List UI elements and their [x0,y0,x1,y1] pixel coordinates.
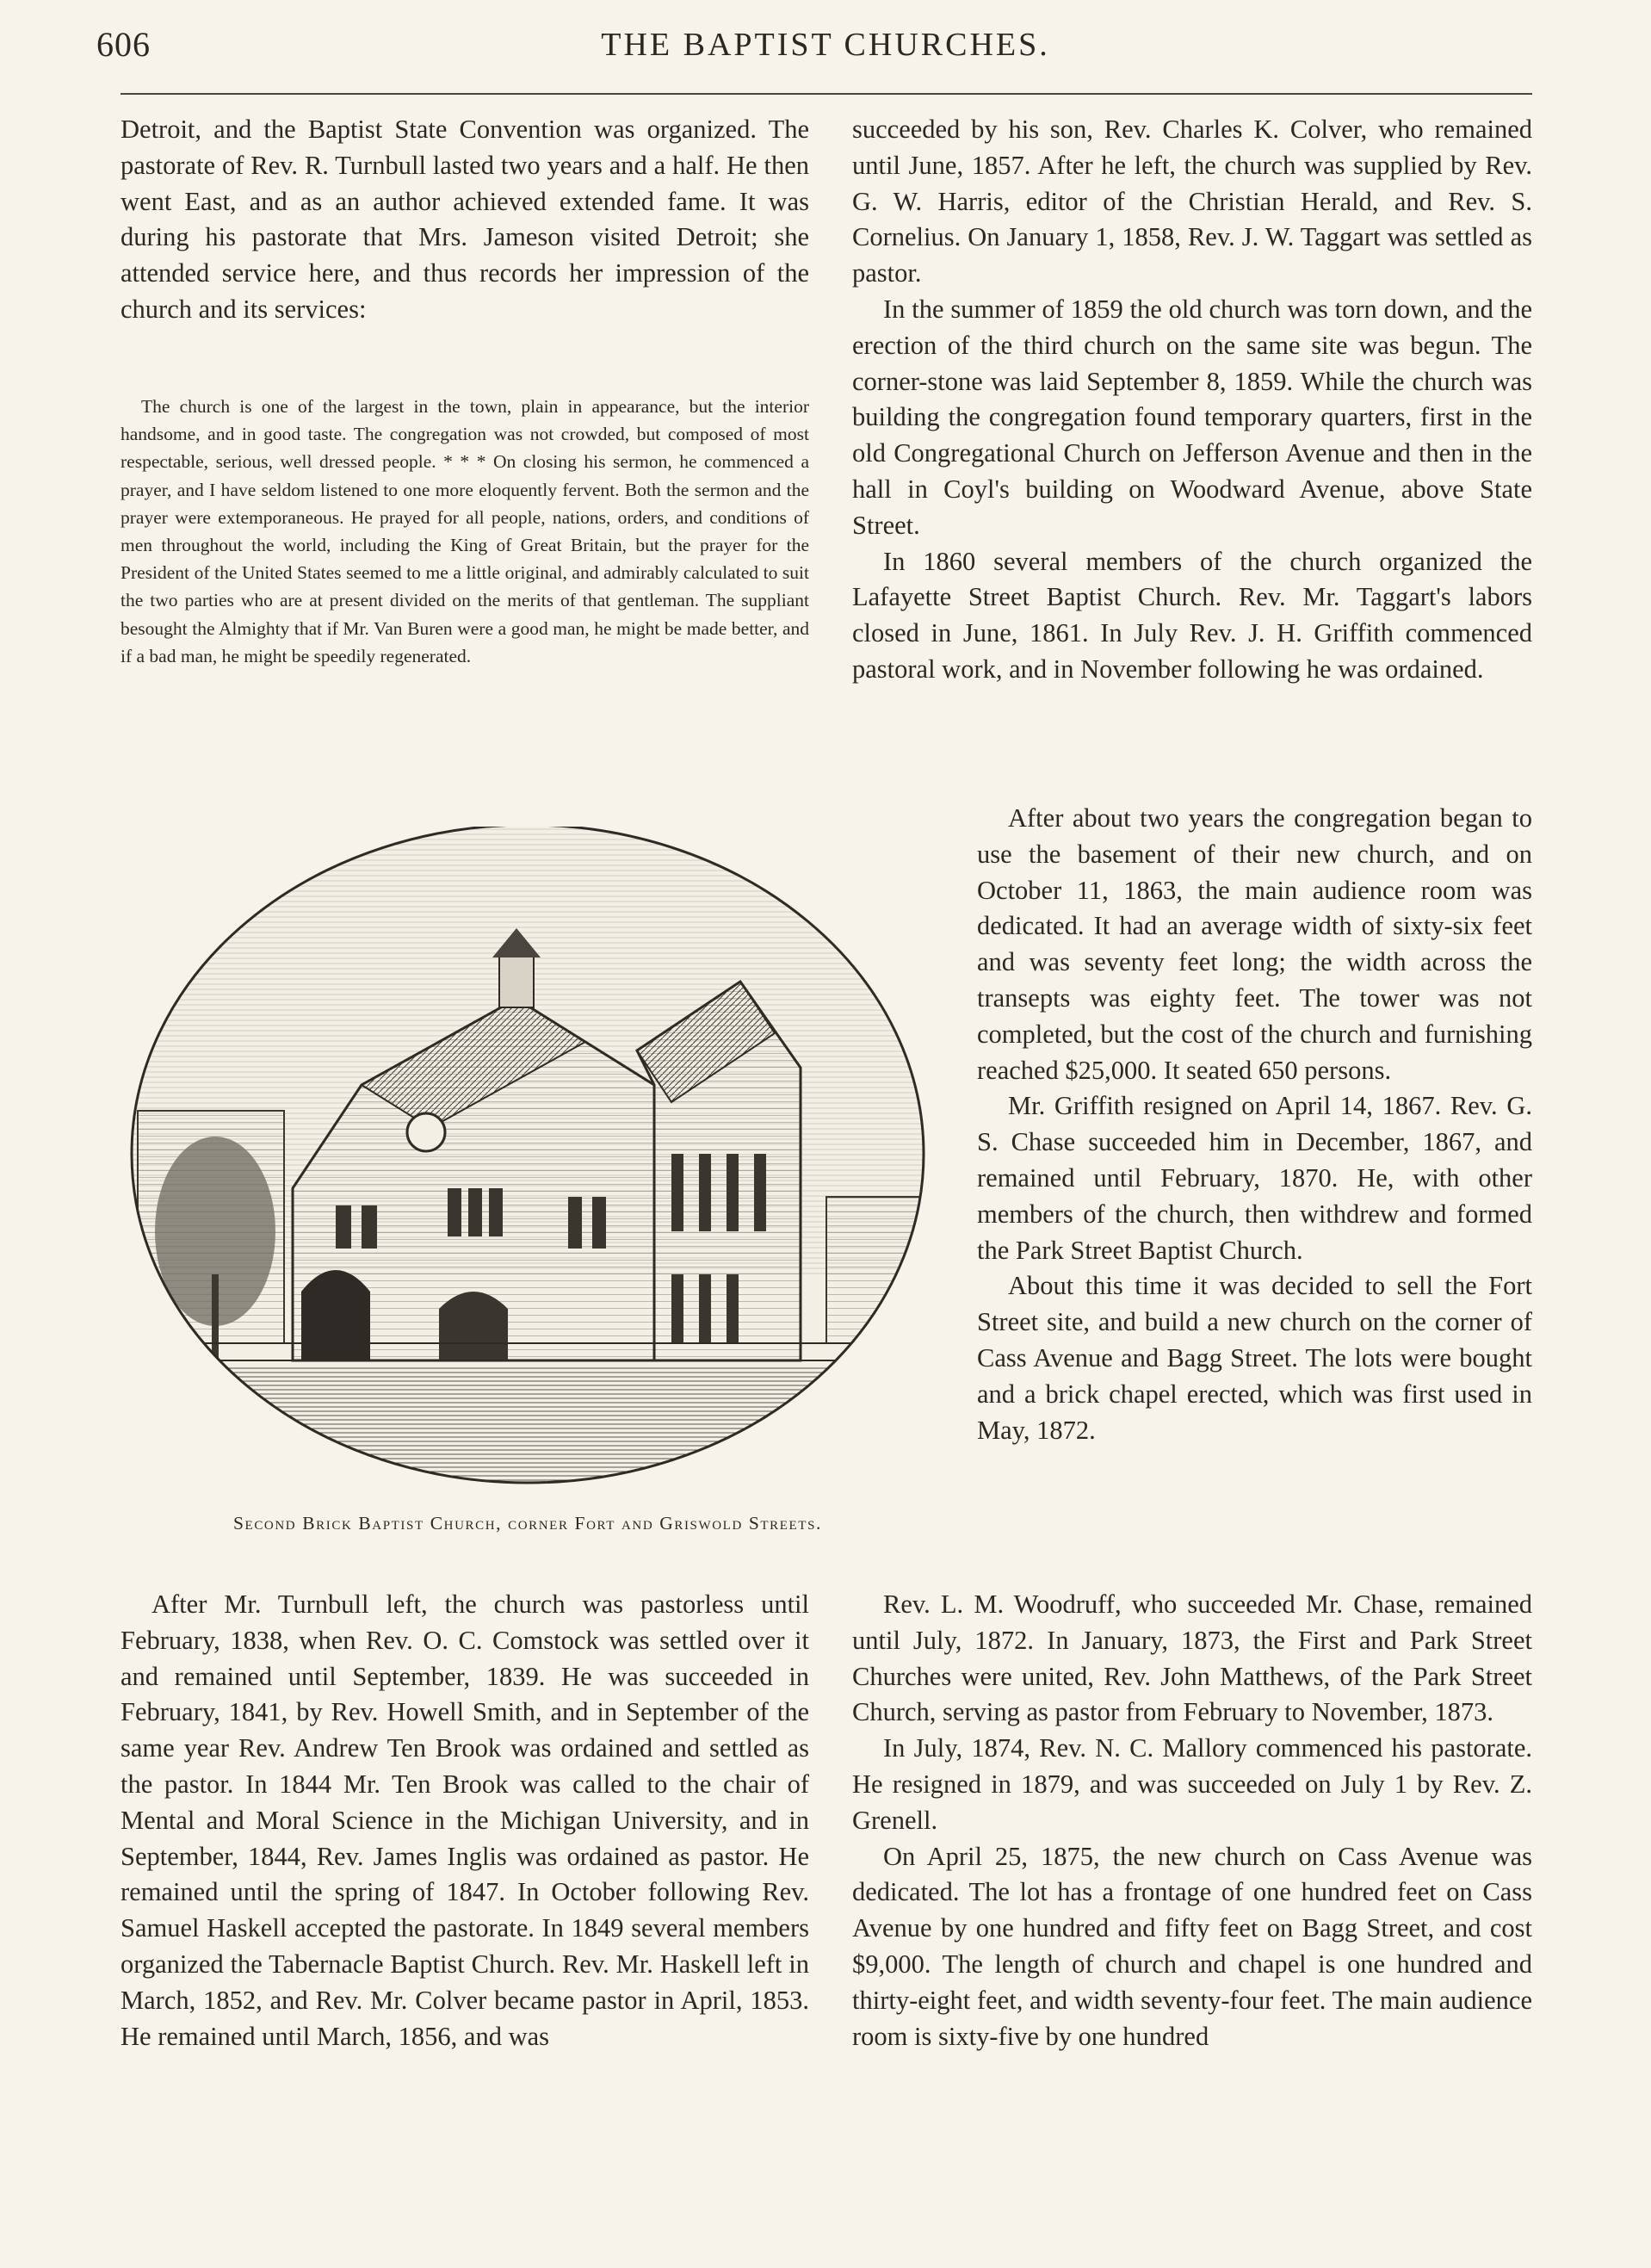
paragraph: Mr. Griffith resigned on April 14, 1867. Rev. G. S. Chase succeeded him in December, 1867, and remained until February, 1870. He, with other members of the church, then withdrew and formed the Park Street Baptist Church. [977,1091,1532,1265]
paragraph: In 1860 several members of the church organized the Lafayette Street Baptist Church. Rev. Mr. Taggart's labors closed in June, 1861. In July Rev. J. H. Griffith commenced pastoral work, and in November following he was ordained. [852,546,1532,684]
paragraph: In the summer of 1859 the old church was torn down, and the erection of the third church on the same site was begun. The corner-stone was laid September 8, 1859. While the church was building the congregation found temporary quarters, first in the old Congregational Church on Jefferson Avenue and then in the hall in Coyl's building on Woodward Avenue, above State Street. [852,294,1532,540]
paragraph: Detroit, and the Baptist State Convention was organized. The pastorate of Rev. R. Turnbull lasted two years and a half. He then went East, and as an author achieved extended fame. It was during his pastorate that Mrs. Jameson visited Detroit; she attended service here, and thus records her impression of the church and its services: [121,115,809,324]
quote-text: The church is one of the largest in the town, plain in appearance, but the interior handsome, and in good taste. The congregation was not crowded, but composed of most respectable, serious, well dressed people. * * * On closing his sermon, he commenced a prayer, and I have seldom listened to one more eloquently fervent. Both the sermon and the prayer were extemporaneous. He prayed for all people, nations, orders, and conditions of men throughout the world, including the King of Great Britain, but the prayer for the President of the United States seemed to me a little original, and admirably calculated to suit the two parties who are at present divided on the merits of that gentleman. The suppliant besought the Almighty that if Mr. Van Buren were a good man, he might be made better, and if a bad man, he might be speedily regenerated. [121,396,809,666]
paragraph: About this time it was decided to sell the Fort Street site, and build a new church on the corner of Cass Avenue and Bagg Street. The lots were bought and a brick chapel erected, which was first used in May, 1872. [977,1271,1532,1445]
paragraph: On April 25, 1875, the new church on Cass Avenue was dedicated. The lot has a frontage of one hundred feet on Cass Avenue by one hundred and fifty feet on Bagg Street, and cost $9,000. The length of church and chapel is one hundred and thirty-eight feet, and width seventy-four feet. The main audience room is sixty-five by one hundred [852,1841,1532,2051]
right-column-bottom [852,1587,1532,2054]
block-quote-jameson [121,393,809,670]
left-column-top [121,112,809,328]
left-column-bottom [121,1587,809,2054]
right-column-top [852,112,1532,688]
paragraph: Rev. L. M. Woodruff, who succeeded Mr. Chase, remained until July, 1872. In January, 1873, the First and Park Street Churches were united, Rev. John Matthews, of the Park Street Church, serving as pastor from February to November, 1873. [852,1589,1532,1727]
paragraph: succeeded by his son, Rev. Charles K. Colver, who remained until June, 1857. After he left, the church was supplied by Rev. G. W. Harris, editor of the Christian Herald, and Rev. S. Cornelius. On January 1, 1858, Rev. J. W. Taggart was settled as pastor. [852,115,1532,288]
right-column-narrow [977,801,1532,1448]
paragraph: After Mr. Turnbull left, the church was pastorless until February, 1838, when Rev. O. C. Comstock was settled over it and remained until September, 1839. He was succeeded in February, 1841, by Rev. Howell Smith, and in September of the same year Rev. Andrew Ten Brook was ordained and settled as the pastor. In 1844 Mr. Ten Brook was called to the chair of Mental and Moral Science in the Michigan University, and in September, 1844, Rev. James Inglis was ordained as pastor. He remained until the spring of 1847. In October following Rev. Samuel Haskell accepted the pastorate. In 1849 several members organized the Tabernacle Baptist Church. Rev. Mr. Haskell left in March, 1852, and Rev. Mr. Colver became pastor in April, 1853. He remained until March, 1856, and was [121,1589,809,2051]
church-illustration [121,827,935,1515]
header-rule [121,93,1532,95]
church-engraving [121,827,935,1541]
running-title: THE BAPTIST CHURCHES. [601,27,1050,63]
paragraph: In July, 1874, Rev. N. C. Mallory commenced his pastorate. He resigned in 1879, and was succeeded on July 1 by Rev. Z. Grenell. [852,1733,1532,1835]
illustration-caption: Second Brick Baptist Church, corner Fort and Griswold Streets. [233,1513,822,1534]
paragraph: After about two years the congregation began to use the basement of their new church, and on October 11, 1863, the main audience room was dedicated. It had an average width of sixty-six feet and was seventy feet long; the width across the transepts was eighty feet. The tower was not completed, but the cost of the church and furnishing reached $25,000. It seated 650 persons. [977,803,1532,1085]
page-number: 606 [96,25,151,64]
